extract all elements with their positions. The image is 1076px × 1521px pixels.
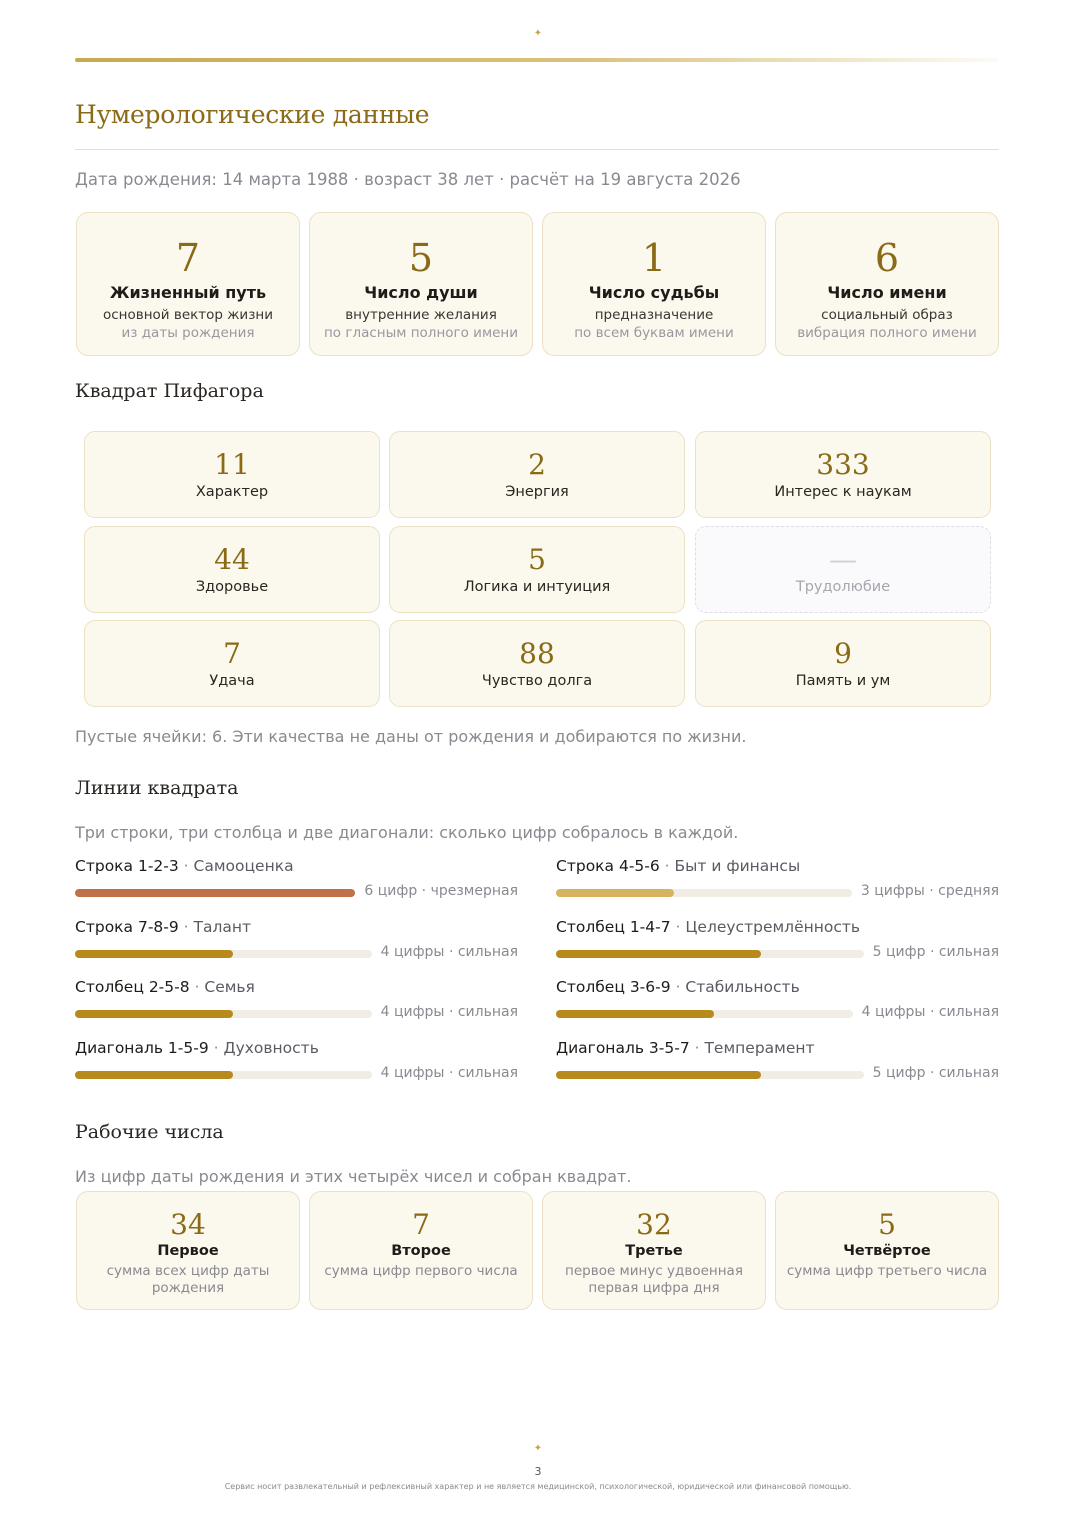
square-cell bbox=[84, 431, 380, 518]
line-bar-track bbox=[556, 950, 864, 958]
footer-disclaimer: Сервис носит развлекательный и рефлексивный характер и не является медицинской, психологической, юридической или финансовой помощью. bbox=[224, 1482, 852, 1491]
core-description: основной вектор жизни bbox=[103, 307, 273, 323]
working-card bbox=[76, 1191, 300, 1310]
line-bar-note: 3 цифры · средняя bbox=[860, 883, 999, 899]
working-number: 5 bbox=[878, 1208, 896, 1241]
line-item bbox=[75, 918, 518, 968]
line-meaning: Стабильность bbox=[685, 978, 800, 996]
working-description: сумма цифр первого числа bbox=[324, 1263, 518, 1279]
core-description: предназначение bbox=[594, 307, 714, 323]
core-card-soul bbox=[309, 212, 533, 356]
line-key: Столбец 1-4-7 bbox=[556, 918, 671, 936]
line-bar-fill bbox=[75, 1071, 233, 1079]
line-key: Строка 7-8-9 bbox=[75, 918, 179, 936]
line-bar-note: 4 цифры · сильная bbox=[380, 944, 518, 960]
line-key: Диагональ 3-5-7 bbox=[556, 1039, 690, 1057]
square-cell-label: Чувство долга bbox=[481, 673, 593, 689]
core-source: по гласным полного имени bbox=[323, 325, 519, 341]
square-cell-number: 333 bbox=[816, 448, 870, 481]
square-cell bbox=[84, 526, 380, 613]
square-cell-empty bbox=[695, 526, 991, 613]
line-item bbox=[556, 918, 999, 968]
core-number: 5 bbox=[408, 236, 434, 280]
line-key: Столбец 3-6-9 bbox=[556, 978, 671, 996]
square-cell-number: 7 bbox=[223, 637, 241, 670]
square-cell-number: 2 bbox=[528, 448, 546, 481]
line-item bbox=[75, 857, 518, 907]
square-cell-label: Здоровье bbox=[195, 579, 269, 595]
line-bar-fill bbox=[556, 1010, 714, 1018]
line-item bbox=[556, 1039, 999, 1089]
core-source: по всем буквам имени bbox=[574, 325, 734, 341]
square-cell-number: 9 bbox=[834, 637, 852, 670]
line-key: Диагональ 1-5-9 bbox=[75, 1039, 209, 1057]
square-cell bbox=[695, 431, 991, 518]
line-item bbox=[75, 1039, 518, 1089]
working-description: первое минус удвоенная первая цифра дня bbox=[565, 1263, 743, 1296]
core-name: Число имени bbox=[827, 283, 947, 302]
line-bar-note: 5 цифр · сильная bbox=[872, 944, 999, 960]
square-cell-number: — bbox=[829, 543, 857, 576]
line-bar-track bbox=[75, 1010, 372, 1018]
empty-cells-note: Пустые ячейки: 6. Эти качества не даны от рождения и добираются по жизни. bbox=[75, 727, 747, 746]
page-title: Нумерологические данные bbox=[75, 100, 430, 129]
working-card bbox=[542, 1191, 766, 1310]
line-title: Столбец 1-4-7 · Целеустремлённость bbox=[556, 918, 861, 936]
working-name: Четвёртое bbox=[843, 1243, 931, 1259]
working-card bbox=[775, 1191, 999, 1310]
core-name: Число души bbox=[364, 283, 478, 302]
working-card bbox=[309, 1191, 533, 1310]
line-key: Строка 4-5-6 bbox=[556, 857, 660, 875]
working-name: Третье bbox=[625, 1243, 683, 1259]
square-cell bbox=[84, 620, 380, 707]
square-cell-number: 11 bbox=[214, 448, 250, 481]
line-bar-fill bbox=[75, 950, 233, 958]
square-cell-label: Энергия bbox=[505, 484, 569, 500]
line-meaning: Самооценка bbox=[193, 857, 294, 875]
core-card-life-path bbox=[76, 212, 300, 356]
line-meaning: Быт и финансы bbox=[674, 857, 801, 875]
line-key: Столбец 2-5-8 bbox=[75, 978, 190, 996]
line-title: Столбец 3-6-9 · Стабильность bbox=[556, 978, 800, 996]
line-bar-fill bbox=[75, 1010, 233, 1018]
bottom-ornament-icon: ✦ bbox=[533, 1443, 543, 1454]
square-cell-label: Характер bbox=[195, 484, 269, 500]
line-bar-fill bbox=[75, 889, 355, 897]
line-meaning: Целеустремлённость bbox=[685, 918, 861, 936]
core-name: Жизненный путь bbox=[109, 283, 267, 302]
page-number: 3 bbox=[534, 1465, 542, 1478]
square-cell-number: 88 bbox=[519, 637, 555, 670]
working-number: 34 bbox=[170, 1208, 206, 1241]
line-meaning: Семья bbox=[204, 978, 255, 996]
title-divider bbox=[75, 149, 999, 150]
line-bar-note: 6 цифр · чрезмерная bbox=[364, 883, 518, 899]
line-title: Диагональ 1-5-9 · Духовность bbox=[75, 1039, 319, 1057]
line-item bbox=[75, 978, 518, 1028]
core-card-destiny bbox=[542, 212, 766, 356]
square-heading: Квадрат Пифагора bbox=[75, 380, 264, 402]
line-bar-track bbox=[556, 889, 852, 897]
core-source: из даты рождения bbox=[121, 325, 255, 341]
square-cell bbox=[389, 431, 685, 518]
core-description: социальный образ bbox=[821, 307, 953, 323]
square-cell-label: Интерес к наукам bbox=[774, 484, 912, 500]
core-number: 1 bbox=[641, 236, 667, 280]
line-bar-note: 4 цифры · сильная bbox=[380, 1004, 518, 1020]
line-title: Строка 7-8-9 · Талант bbox=[75, 918, 252, 936]
square-cell-label: Трудолюбие bbox=[795, 579, 891, 595]
top-divider bbox=[75, 58, 999, 62]
line-bar-track bbox=[556, 1010, 853, 1018]
line-bar-fill bbox=[556, 950, 761, 958]
square-cell-label: Память и ум bbox=[795, 673, 891, 689]
line-bar-track bbox=[75, 1071, 372, 1079]
line-title: Строка 1-2-3 · Самооценка bbox=[75, 857, 294, 875]
square-cell-number: 44 bbox=[214, 543, 250, 576]
core-number: 7 bbox=[175, 236, 201, 280]
working-description: сумма цифр третьего числа bbox=[786, 1263, 988, 1279]
square-cell-number: 5 bbox=[528, 543, 546, 576]
working-intro: Из цифр даты рождения и этих четырёх чисел и собран квадрат. bbox=[75, 1167, 632, 1186]
line-title: Диагональ 3-5-7 · Темперамент bbox=[556, 1039, 815, 1057]
working-name: Первое bbox=[157, 1243, 219, 1259]
line-title: Строка 4-5-6 · Быт и финансы bbox=[556, 857, 801, 875]
line-key: Строка 1-2-3 bbox=[75, 857, 179, 875]
core-source: вибрация полного имени bbox=[797, 325, 977, 341]
working-name: Второе bbox=[391, 1243, 451, 1259]
line-bar-track bbox=[75, 950, 372, 958]
line-meaning: Духовность bbox=[223, 1039, 319, 1057]
line-item bbox=[556, 857, 999, 907]
line-bar-track bbox=[75, 889, 355, 897]
working-number: 32 bbox=[636, 1208, 672, 1241]
square-cell bbox=[695, 620, 991, 707]
core-name: Число судьбы bbox=[588, 283, 720, 302]
square-cell bbox=[389, 526, 685, 613]
line-bar-track bbox=[556, 1071, 864, 1079]
line-bar-note: 4 цифры · сильная bbox=[861, 1004, 999, 1020]
line-meaning: Талант bbox=[193, 918, 252, 936]
line-meaning: Темперамент bbox=[704, 1039, 815, 1057]
top-ornament-icon: ✦ bbox=[533, 28, 543, 39]
square-cell-label: Логика и интуиция bbox=[463, 579, 611, 595]
square-cell bbox=[389, 620, 685, 707]
working-number: 7 bbox=[412, 1208, 430, 1241]
lines-heading: Линии квадрата bbox=[75, 777, 239, 799]
working-description: сумма всех цифр даты рождения bbox=[106, 1263, 270, 1296]
lines-intro: Три строки, три столбца и две диагонали: сколько цифр собралось в каждой. bbox=[75, 823, 739, 842]
core-description: внутренние желания bbox=[345, 307, 497, 323]
line-bar-note: 5 цифр · сильная bbox=[872, 1065, 999, 1081]
birth-date-line: Дата рождения: 14 марта 1988 · возраст 38 лет · расчёт на 19 августа 2026 bbox=[75, 170, 741, 189]
line-title: Столбец 2-5-8 · Семья bbox=[75, 978, 255, 996]
line-bar-note: 4 цифры · сильная bbox=[380, 1065, 518, 1081]
line-bar-fill bbox=[556, 889, 674, 897]
line-item bbox=[556, 978, 999, 1028]
square-cell-label: Удача bbox=[209, 673, 255, 689]
core-card-name bbox=[775, 212, 999, 356]
core-number: 6 bbox=[874, 236, 900, 280]
working-heading: Рабочие числа bbox=[75, 1121, 224, 1143]
line-bar-fill bbox=[556, 1071, 761, 1079]
